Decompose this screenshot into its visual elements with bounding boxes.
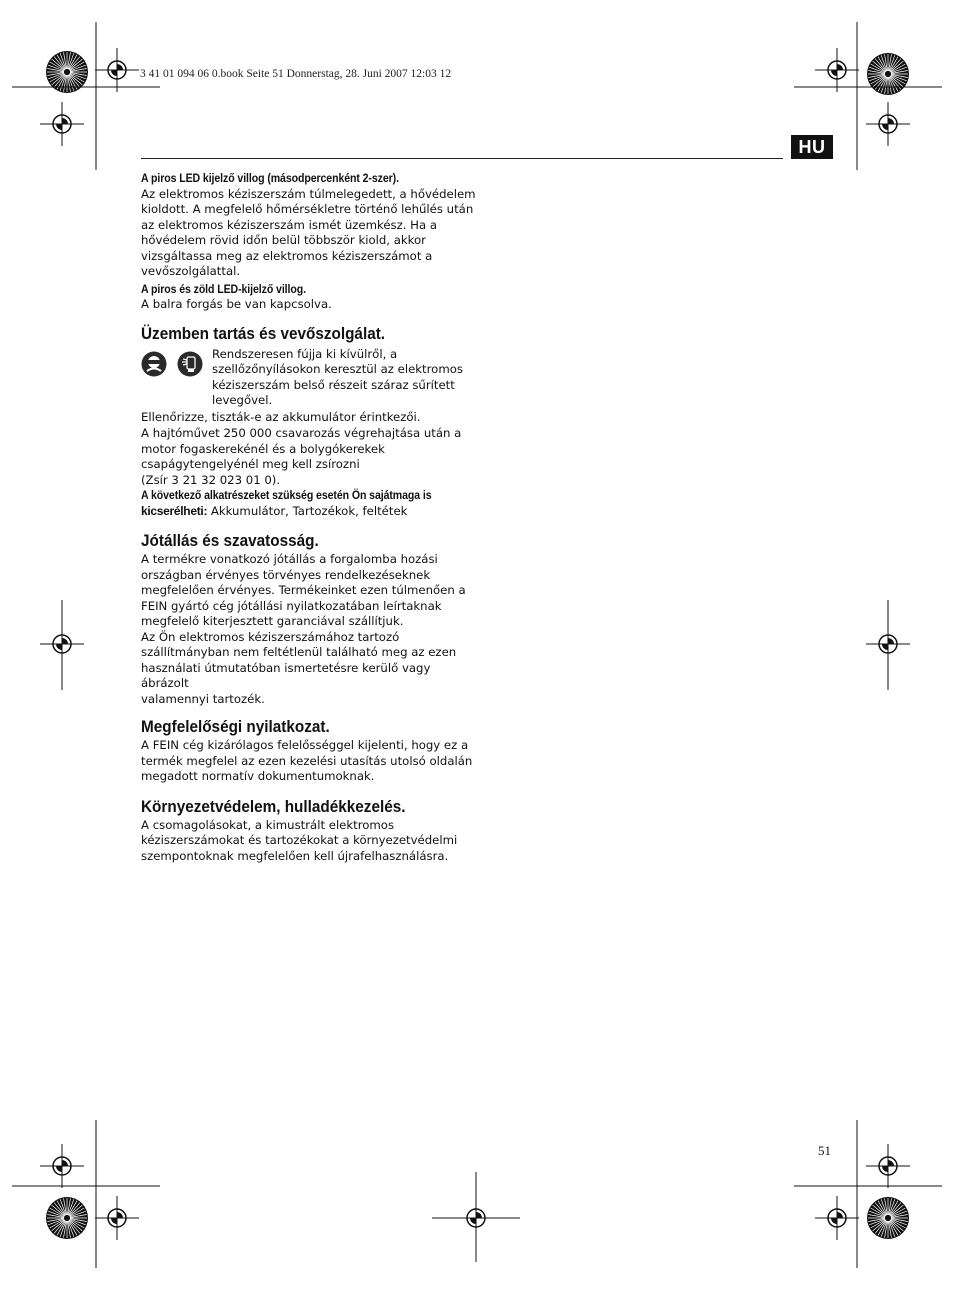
maintenance-parts-title: A következő alkatrészeket szükség esetén Ön sajátmaga is — [141, 488, 432, 502]
text-column — [141, 171, 479, 864]
page-number: 51 — [818, 1143, 831, 1158]
maintenance-icon-block — [141, 347, 479, 409]
maintenance-icon-line: Rendszeresen fújja ki kívülről, a — [212, 346, 398, 361]
compressed-air-icon — [177, 351, 203, 377]
led-red-green-title: A piros és zöld LED-kijelző villog. — [141, 281, 306, 296]
warranty-line: valamennyi tartozék. — [141, 691, 265, 706]
maintenance-parts-list: Akkumulátor, Tartozékok, feltétek — [207, 503, 408, 518]
warranty-line: országban érvényes törvényes rendelkezéseknek — [141, 567, 431, 582]
maintenance-icon-line: levegővel. — [212, 393, 273, 407]
led-red-line: vevőszolgálattal. — [141, 264, 241, 278]
conformity-line: termék megfelel az ezen kezelési utasítás utolsó oldalán — [141, 753, 473, 768]
environment-line: A csomagolásokat, a kimustrált elektromos — [141, 817, 395, 832]
conformity-heading: Megfelelőségi nyilatkozat. — [141, 717, 330, 736]
warranty-line: Az Ön elektromos kéziszerszámához tartozó — [141, 629, 400, 644]
conformity-line: megadott normatív dokumentumoknak. — [141, 769, 375, 783]
header-rule — [141, 158, 783, 159]
maintenance-parts-line — [141, 504, 479, 520]
maintenance-grease-line: motor fogaskerekénél és a bolygókerekek — [141, 441, 385, 456]
language-badge: HU — [791, 135, 833, 159]
led-red-line: Az elektromos kéziszerszám túlmelegedett, a hővédelem — [141, 186, 476, 201]
warranty-line: megfelelően érvényes. Termékeinket ezen túlmenően a — [141, 583, 466, 597]
maintenance-heading: Üzemben tartás és vevőszolgálat. — [141, 323, 386, 343]
warranty-heading: Jótállás és szavatosság. — [141, 531, 319, 550]
led-red-green-line: A balra forgás be van kapcsolva. — [141, 297, 332, 311]
led-red-title: A piros LED kijelző villog (másodpercenként 2-szer). — [141, 171, 399, 185]
environment-heading: Környezetvédelem, hulladékkezelés. — [141, 796, 406, 816]
warranty-line: használati útmutatóban ismertetésre kerülő vagy ábrázolt — [141, 660, 431, 690]
maintenance-grease-line: (Zsír 3 21 32 023 01 0). — [141, 472, 281, 487]
led-red-line: kioldott. A megfelelő hőmérsékletre történő lehűlés után — [141, 202, 474, 216]
maintenance-icon-text — [212, 347, 463, 409]
maintenance-icons — [141, 347, 212, 377]
warranty-line: A termékre vonatkozó jótállás a forgalomba hozási — [141, 552, 438, 566]
maintenance-check-line: Ellenőrizze, tiszták-e az akkumulátor érintkezői. — [141, 409, 421, 424]
eye-protection-icon — [141, 351, 167, 377]
warranty-line: megfelelő kiterjesztett garanciával szállítjuk. — [141, 614, 404, 628]
led-red-line: az elektromos kéziszerszám ismét üzemkész. Ha a — [141, 217, 438, 232]
maintenance-grease-line: A hajtóművet 250 000 csavarozás végrehajtása után a — [141, 426, 462, 440]
warranty-line: szállítmányban nem feltétlenül található meg az ezen — [141, 645, 457, 659]
led-red-line: hővédelem rövid időn belül többször kiold, akkor — [141, 233, 426, 247]
print-info-line: 3 41 01 094 06 0.book Seite 51 Donnerstag, 28. Juni 2007 12:03 12 — [140, 68, 452, 80]
maintenance-grease-line: csapágytengelyénél meg kell zsírozni — [141, 457, 360, 471]
conformity-line: A FEIN cég kizárólagos felelősséggel kijelenti, hogy ez a — [141, 738, 469, 752]
maintenance-icon-line: szellőzőnyílásokon keresztül az elektromos — [212, 362, 463, 376]
led-red-line: vizsgáltassa meg az elektromos kéziszerszámot a — [141, 248, 433, 263]
environment-line: szempontoknak megfelelően kell újrafelhasználásra. — [141, 848, 449, 863]
maintenance-icon-line: kéziszerszám belső részeit száraz sűrített — [212, 377, 455, 392]
environment-line: kéziszerszámokat és tartozékokat a környezetvédelmi — [141, 833, 458, 847]
maintenance-parts-label: kicserélheti: — [141, 503, 208, 518]
warranty-line: FEIN gyártó cég jótállási nyilatkozatában leírtaknak — [141, 598, 442, 613]
